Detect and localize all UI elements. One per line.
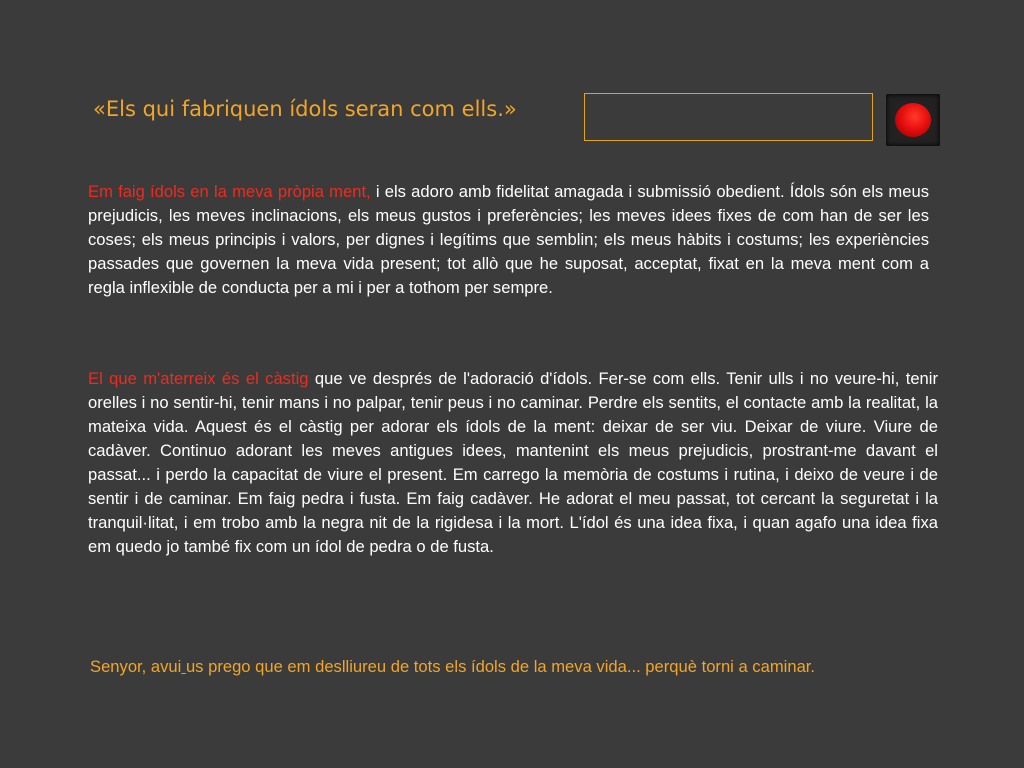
closing-prayer: [90, 655, 940, 679]
closing-prayer-start: Senyor, avui: [90, 657, 182, 676]
paragraph-punishment-highlight: El que m'aterreix és el càstig: [88, 369, 309, 388]
paragraph-punishment: [88, 367, 938, 559]
slide-title: «Els qui fabriquen ídols seran com ells.»: [93, 97, 517, 121]
paragraph-idols-highlight: Em faig ídols en la meva pròpia ment,: [88, 182, 371, 201]
paragraph-punishment-text: que ve després de l'adoració d'ídols. Fer-se com ells. Tenir ulls i no veure-hi, tenir orelles i no sentir-hi, tenir mans i no palpar, tenir peus i no caminar. Perdre els sentits, el contacte amb la realitat, la mateixa vida. Aquest és el càstig per adorar els ídols de la ment: deixar de ser viu. Deixar de viure. Viure de cadàver. Continuo adorant les meves antigues idees, mantenint els meus prejudicis, prostrant-me davant el passat... i perdo la capacitat de viure el present. Em carrego la memòria de costums i rutina, i deixo de veure i de sentir i de caminar. Em faig pedra i fusta. Em faig cadàver. He adorat el meu passat, tot cercant la seguretat i la tranquil·litat, i em trobo amb la negra nit de la rigidesa i la mort. L'ídol és una idea fixa, i quan agafo una idea fixa em quedo jo també fix com un ídol de pedra o de fusta.: [88, 369, 938, 556]
record-button[interactable]: [886, 94, 940, 146]
paragraph-idols-text: i els adoro amb fidelitat amagada i submissió obedient. Ídols són els meus prejudicis, les meves inclinacions, els meus gustos i preferències; les meves idees fixes de com han de ser les coses; els meus principis i valors, per dignes i legítims que semblin; els meus hàbits i costums; les experiències passades que governen la meva vida present; tot allò que he suposat, acceptat, fixat en la meva ment com a regla inflexible de conducta per a mi i per a tothom per sempre.: [88, 182, 929, 297]
paragraph-idols: [88, 180, 929, 300]
answer-input-box[interactable]: [584, 93, 873, 141]
record-icon: [895, 103, 931, 137]
closing-prayer-end: us prego que em deslliureu de tots els ídols de la meva vida... perquè torni a caminar.: [185, 657, 816, 676]
